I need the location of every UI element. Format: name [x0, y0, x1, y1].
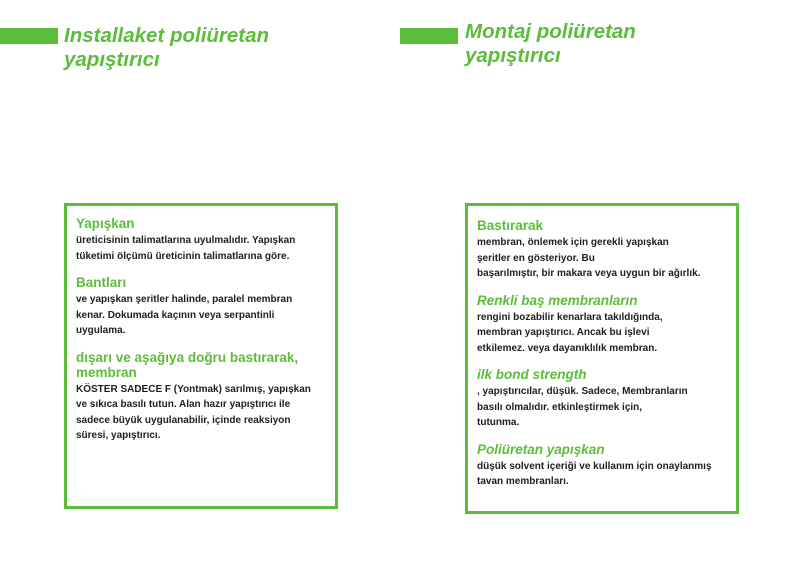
section-text-line: başarılmıştır, bir makara veya uygun bir ağırlık.	[477, 268, 701, 279]
section-heading: dışarı ve aşağıya doğru bastırarak, membran	[76, 349, 299, 380]
left-section-bands	[76, 275, 327, 339]
section-text-line: süresi, yapıştırıcı.	[76, 430, 161, 441]
section-heading: Bastırarak	[477, 218, 544, 233]
section-text-line: ve yapışkan şeritler halinde, paralel membran	[76, 294, 293, 305]
section-text-line: KÖSTER SADECE F (Yontmak) sarılmış, yapışkan	[76, 383, 311, 395]
section-heading: Bantları	[76, 275, 127, 290]
section-heading: Poliüretan yapışkan	[477, 441, 605, 457]
section-text-line: kenar. Dokumada kaçının veya serpantinli	[76, 309, 275, 321]
section-text-line: tavan membranları.	[477, 476, 569, 487]
right-section-bond-strength	[477, 367, 728, 431]
left-section-adhesive	[76, 216, 327, 264]
section-heading: Yapışkan	[76, 216, 135, 231]
right-title	[465, 20, 636, 68]
left-accent-bar	[0, 28, 58, 44]
section-text-line: uygulama.	[76, 325, 126, 336]
left-content-box	[64, 203, 338, 509]
section-text-line: membran, önlemek için gerekli yapışkan	[477, 237, 669, 248]
section-text-line: etkilemez. veya dayanıklılık membran.	[477, 342, 658, 354]
section-text-line: tüketimi ölçümü üreticinin talimatlarına göre.	[76, 250, 290, 262]
section-text-line: sadece büyük uygulanabilir, içinde reaksiyon	[76, 414, 291, 426]
section-heading: ilk bond strength	[477, 367, 587, 382]
section-text-line: tutunma.	[477, 417, 520, 428]
right-section-colored-membranes	[477, 293, 728, 357]
section-text-line: rengini bozabilir kenarlara takıldığında,	[477, 311, 663, 323]
left-section-press	[76, 350, 327, 444]
left-title-line: yapıştırıcı	[64, 48, 160, 71]
section-text-line: ve sıkıca basılı tutun. Alan hazır yapıştırıcı ile	[76, 399, 291, 410]
right-section-pressing	[477, 218, 728, 282]
right-section-polyurethane-adhesive	[477, 442, 728, 490]
section-heading: Renkli baş membranların	[477, 292, 638, 308]
right-content-box	[465, 203, 739, 514]
section-text-line: düşük solvent içeriği ve kullanım için onaylanmış	[477, 460, 712, 472]
right-accent-bar	[400, 28, 458, 44]
section-text-line: , yapıştırıcılar, düşük. Sadece, Membranların	[477, 386, 688, 397]
section-text-line: şeritler en gösteriyor. Bu	[477, 252, 595, 264]
right-title-line: yapıştırıcı	[465, 44, 561, 67]
section-text-line: üreticisinin talimatlarına uyulmalıdır. Yapışkan	[76, 235, 296, 246]
right-title-line: Montaj poliüretan	[465, 20, 636, 43]
section-text-line: basılı olmalıdır. etkinleştirmek için,	[477, 401, 643, 413]
section-text-line: membran yapıştırıcı. Ancak bu işlevi	[477, 327, 650, 338]
left-title	[64, 24, 269, 72]
left-title-line: Installaket poliüretan	[64, 24, 270, 47]
